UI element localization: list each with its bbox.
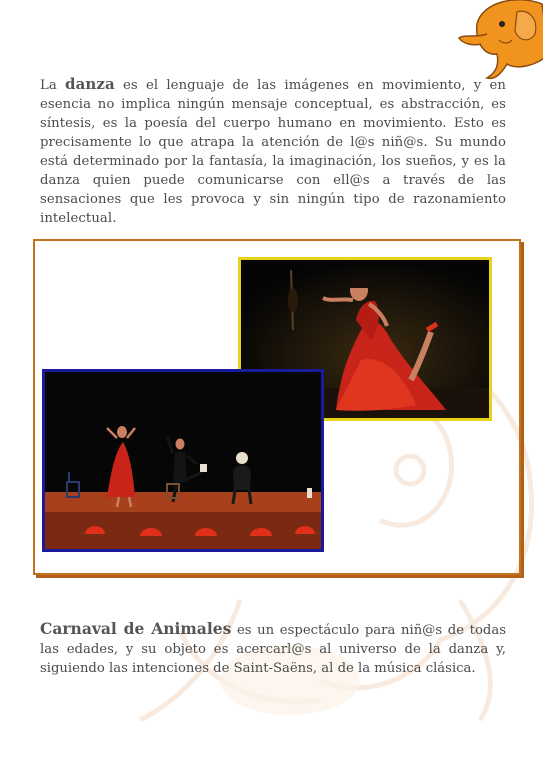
stage-photo [42, 369, 324, 552]
photo-frame [33, 239, 521, 575]
elephant-icon [457, 0, 543, 84]
outro-paragraph [40, 619, 506, 678]
outro-text: es un espectáculo para niñ@s de todas las edades, y su objeto es acercarl@s al universo de la danza y, siguiendo las intenciones de Saint-Saëns, al de la música clásica. [40, 623, 506, 677]
intro-lead-word: La [40, 78, 57, 94]
outro-highlight: Carnaval de Animales [40, 619, 232, 639]
intro-text: es el lenguaje de las imágenes en movimiento, y en esencia no implica ningún mensaje conceptual, es abstracción, es síntesis, es la poesía del cuerpo humano en movimiento. Esto es precisamente lo que atrapa la atención de l@s niñ@s. Su mundo está determinado por la fantasía, la imaginación, los sueños, y es la danza quien puede comunicarse con ell@s a través de las sensaciones que les provoca y sin ningún tipo de razonamiento intelectual. [40, 78, 506, 227]
intro-paragraph [40, 75, 506, 228]
intro-highlight: danza [65, 75, 115, 94]
